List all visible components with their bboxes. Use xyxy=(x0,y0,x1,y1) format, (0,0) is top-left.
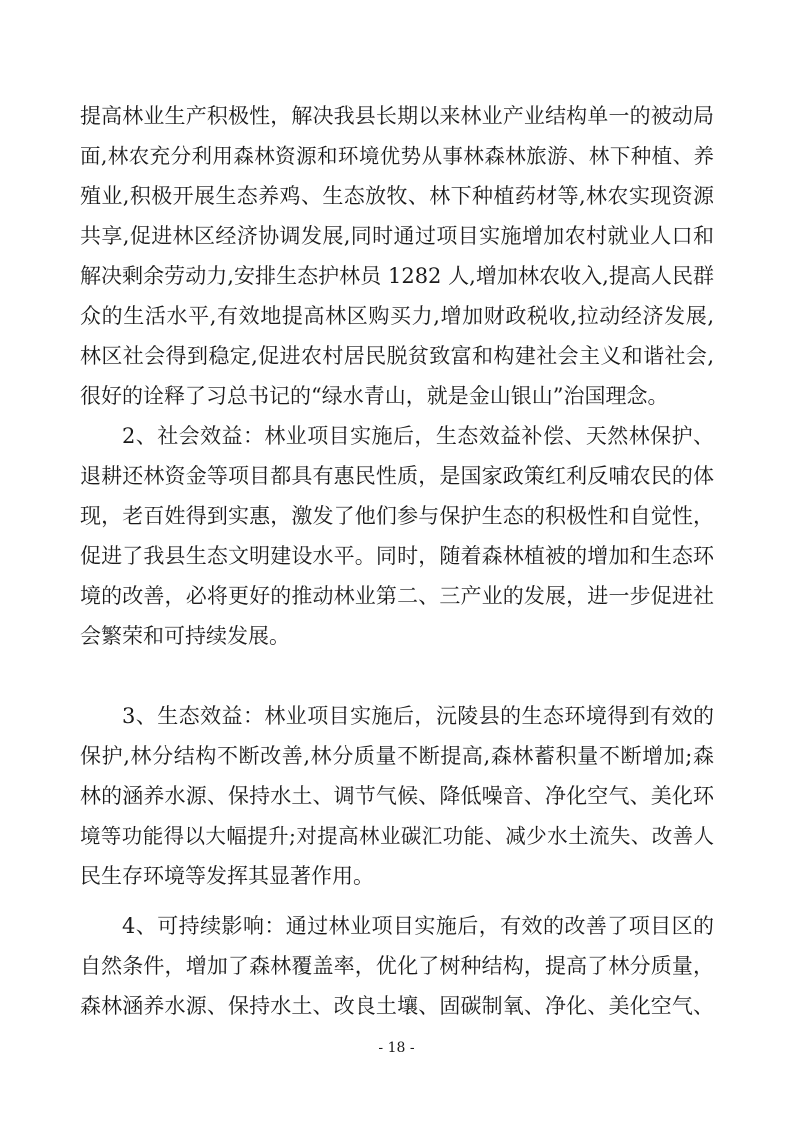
text-line: 很好的诠释了习总书记的“绿水青山，就是金山银山”治国理念。 xyxy=(80,384,669,408)
text-line: 退耕还林资金等项目都具有惠民性质，是国家政策红利反哺农民的体 xyxy=(80,464,714,488)
text-line: 4、可持续影响：通过林业项目实施后，有效的改善了项目区的 xyxy=(122,914,714,938)
text-line: 提高林业生产积极性，解决我县长期以来林业产业结构单一的被动局 xyxy=(80,104,714,128)
text-line: 共享,促进林区经济协调发展,同时通过项目实施增加农村就业人口和 xyxy=(80,224,714,248)
text-line: 自然条件，增加了森林覆盖率，优化了树种结构，提高了林分质量， xyxy=(80,954,714,978)
text-line: 森林涵养水源、保持水土、改良土壤、固碳制氧、净化、美化空气、 xyxy=(80,994,714,1018)
text-line: 促进了我县生态文明建设水平。同时，随着森林植被的增加和生态环 xyxy=(80,544,714,568)
text-line: 解决剩余劳动力,安排生态护林员 1282 人,增加林农收入,提高人民群 xyxy=(80,264,714,288)
text-line: 境的改善，必将更好的推动林业第二、三产业的发展，进一步促进社 xyxy=(80,584,714,608)
text-line: 2、社会效益：林业项目实施后，生态效益补偿、天然林保护、 xyxy=(122,424,714,448)
text-line: 面,林农充分利用森林资源和环境优势从事林森林旅游、林下种植、养 xyxy=(80,144,714,168)
text-line: 林的涵养水源、保持水土、调节气候、降低噪音、净化空气、美化环 xyxy=(80,784,714,808)
page-number: - 18 - xyxy=(378,1040,415,1056)
text-line: 3、生态效益：林业项目实施后，沅陵县的生态环境得到有效的 xyxy=(122,704,714,728)
text-line: 众的生活水平,有效地提高林区购买力,增加财政税收,拉动经济发展, xyxy=(80,304,714,328)
text-line: 现，老百姓得到实惠，激发了他们参与保护生态的积极性和自觉性， xyxy=(80,504,714,528)
text-line: 民生存环境等发挥其显著作用。 xyxy=(80,864,374,888)
text-line: 保护,林分结构不断改善,林分质量不断提高,森林蓄积量不断增加;森 xyxy=(80,744,714,768)
text-line: 林区社会得到稳定,促进农村居民脱贫致富和构建社会主义和谐社会, xyxy=(80,344,714,368)
text-line: 会繁荣和可持续发展。 xyxy=(80,624,290,648)
text-line: 殖业,积极开展生态养鸡、生态放牧、林下种植药材等,林农实现资源 xyxy=(80,184,714,208)
text-line: 境等功能得以大幅提升;对提高林业碳汇功能、减少水土流失、改善人 xyxy=(80,824,714,848)
